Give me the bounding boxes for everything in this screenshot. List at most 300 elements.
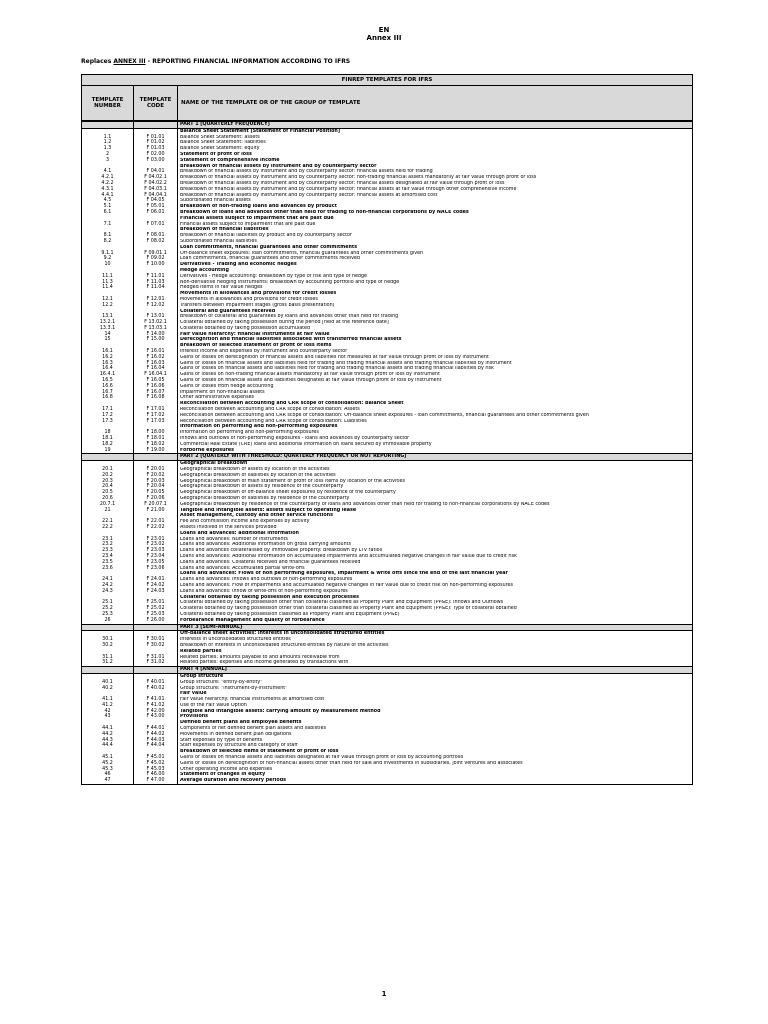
- group-row: [82, 448, 692, 454]
- template-code-cell: [134, 454, 178, 460]
- template-code-cell: [134, 122, 178, 128]
- template-number-cell: 9.1.1: [82, 251, 134, 257]
- table-body: [82, 121, 692, 784]
- template-number-cell: 11.1: [82, 274, 134, 280]
- template-name-cell: Group structure: "entity-by-entity": [180, 679, 263, 685]
- template-code-cell: F 20.04: [134, 484, 178, 490]
- template-code-cell: F 22.01: [134, 519, 178, 525]
- template-number-cell: 47: [82, 778, 134, 784]
- template-name-cell: Assets involved in the services provided: [180, 524, 277, 530]
- template-name-cell: Commercial Real Estate (CRE) loans and additional information on loans secured by immovable property: [180, 441, 432, 447]
- template-code-cell: F 03.00: [134, 158, 178, 164]
- template-name-cell: Loans and advances: Inflow of write-offs of non-performing exposures: [180, 588, 348, 594]
- template-code-cell: F 23.04: [134, 554, 178, 560]
- template-code-cell: F 26.00: [134, 618, 178, 624]
- template-name-cell: PART 1 [QUARTERLY FREQUENCY]: [180, 122, 270, 127]
- template-number-cell: 45.2: [82, 761, 134, 767]
- template-name-cell: Geographical breakdown of assets by residence of the counterparty: [180, 484, 344, 490]
- template-code-cell: F 45.03: [134, 767, 178, 773]
- template-name-cell: Derivatives - Hedge accounting: Breakdown by type of risk and type of hedge: [180, 273, 367, 279]
- template-code-cell: F 17.02: [134, 413, 178, 419]
- template-number-cell: 16.1: [82, 349, 134, 355]
- template-name-cell: Gains or losses on derecognition of non-financial assets other than held for sale and investments in subsidiaries, joint ventures and associates: [180, 760, 523, 766]
- template-number-cell: 2: [82, 152, 134, 158]
- template-number-cell: 16.8: [82, 395, 134, 401]
- template-name-cell: Transfers between impairment stages (gross basis presentation): [180, 302, 335, 308]
- template-code-cell: F 18.01: [134, 436, 178, 442]
- template-code-cell: F 45.02: [134, 761, 178, 767]
- template-name-cell: Breakdown of selected statement of profit or loss items: [180, 343, 332, 349]
- template-number-cell: 44.3: [82, 738, 134, 744]
- template-name-cell: Loans and advances: Number of instruments: [180, 536, 288, 542]
- template-number-cell: 12.2: [82, 303, 134, 309]
- template-name-cell: Non-derivative hedging instruments: Breakdown by accounting portfolio and type of hedge: [180, 279, 400, 285]
- template-number-cell: 44.2: [82, 732, 134, 738]
- template-number-cell: [82, 122, 134, 128]
- template-name-cell: Hedged items in fair value hedges: [180, 285, 263, 291]
- template-name-cell: Off-balance sheet activities: interests in unconsolidated structured entities: [180, 631, 385, 637]
- template-number-cell: 42: [82, 709, 134, 715]
- template-name-cell: Breakdown of financial assets by instrument and by counterparty sector: financial assets designated at fair value through profit or loss: [180, 180, 505, 186]
- template-name-cell: Loans and advances: Collateral received and financial guarantees received: [180, 559, 361, 565]
- template-code-cell: F 16.04.1: [134, 372, 178, 378]
- template-number-cell: 16.3: [82, 361, 134, 367]
- template-number-cell: 17.2: [82, 413, 134, 419]
- template-number-cell: 16.4.1: [82, 372, 134, 378]
- template-name-cell: Loans and advances: Flows of non performing exposures, impairment & write offs since the end of the last financial year: [180, 571, 508, 577]
- template-number-cell: 23.3: [82, 548, 134, 554]
- part-header-row: [82, 121, 692, 129]
- template-name-cell: Breakdown of financial assets by instrument and by counterparty sector: [180, 163, 377, 169]
- template-name-cell: Loans and advances: additional information: [180, 530, 299, 536]
- template-number-cell: 16.4: [82, 366, 134, 372]
- template-number-cell: 4.3.1: [82, 187, 134, 193]
- template-name-cell: Gains or losses from hedge accounting: [180, 383, 274, 389]
- template-name-cell: Staff expenses by structure and category of staff: [180, 743, 298, 749]
- template-number-cell: 12.1: [82, 297, 134, 303]
- template-number-cell: 24.3: [82, 589, 134, 595]
- template-number-cell: 24.2: [82, 583, 134, 589]
- template-name-cell: Reconciliation between accounting and CRR scope of consolidation: Assets: [180, 407, 360, 413]
- template-number-cell: 19: [82, 448, 134, 454]
- template-number-cell: 6.1: [82, 210, 134, 216]
- template-name-cell: Statement of changes in equity: [180, 772, 266, 778]
- template-number-cell: 13.3.1: [82, 326, 134, 332]
- replaces-prefix: Replaces: [81, 58, 112, 65]
- template-number-cell: 31.1: [82, 655, 134, 661]
- template-number-cell: 22.1: [82, 519, 134, 525]
- template-name-cell: Reconciliation between accounting and CRR scope of consolidation: Liabilities: [180, 418, 367, 424]
- template-number-cell: 30.2: [82, 643, 134, 649]
- template-code-cell: F 40.02: [134, 686, 178, 692]
- template-name-cell: Staff expenses by type of benefits: [180, 737, 263, 743]
- template-name-cell: Use of the Fair Value Option: [180, 702, 247, 708]
- template-name-cell: PART 3 [SEMI-ANNUAL]: [180, 624, 243, 630]
- template-code-cell: F 31.01: [134, 655, 178, 661]
- template-number-cell: 20.7.1: [82, 502, 134, 508]
- template-name-cell: Loans and advances: Inflows and outflows of non-performing exposures: [180, 577, 353, 583]
- template-name-cell: Loan commitments, financial guarantees and other commitments: [180, 244, 358, 250]
- template-number-cell: 10: [82, 262, 134, 268]
- template-number-cell: 14: [82, 332, 134, 338]
- template-name-cell: Related parties: amounts payable to and amounts receivable from: [180, 654, 340, 660]
- template-number-cell: 16.7: [82, 390, 134, 396]
- template-number-cell: 9.2: [82, 256, 134, 262]
- template-name-cell: Related parties: [180, 648, 222, 654]
- template-name-cell: Subordinated financial assets: [180, 198, 251, 204]
- template-code-cell: F 04.01: [134, 169, 178, 175]
- template-code-cell: F 44.01: [134, 726, 178, 732]
- template-code-cell: F 45.01: [134, 755, 178, 761]
- template-code-cell: F 04.05: [134, 198, 178, 204]
- template-number-cell: 8.1: [82, 233, 134, 239]
- template-number-cell: 5.1: [82, 204, 134, 210]
- template-name-cell: Movements in defined benefit plan obligations: [180, 731, 292, 737]
- template-name-cell: Geographical breakdown: [180, 461, 248, 467]
- template-name-cell: Fair value: [180, 691, 207, 697]
- language-code: EN: [378, 26, 390, 34]
- template-name-cell: Group structure: [180, 673, 224, 679]
- template-number-cell: 45.3: [82, 767, 134, 773]
- template-code-cell: F 06.01: [134, 210, 178, 216]
- template-name-cell: Asset management, custody and other service functions: [180, 513, 333, 519]
- template-name-cell: Geographical breakdown of liabilities by residence of the counterparty: [180, 496, 350, 501]
- template-code-cell: F 11.01: [134, 274, 178, 280]
- template-code-cell: F 12.02: [134, 303, 178, 309]
- template-number-cell: 17.1: [82, 407, 134, 413]
- template-code-cell: F 16.06: [134, 384, 178, 390]
- template-number-cell: 4.2.2: [82, 181, 134, 187]
- template-name-cell: Breakdown of interests in unconsolidated structured entities by nature of the activities: [180, 642, 389, 648]
- template-name-cell: Balance Sheet Statement: assets: [180, 134, 260, 140]
- part-header-row: [82, 624, 692, 632]
- template-code-cell: F 23.03: [134, 548, 178, 554]
- template-code-cell: F 23.02: [134, 542, 178, 548]
- template-name-cell: PART 4 [ANNUAL]: [180, 667, 227, 673]
- template-code-cell: F 13.01: [134, 314, 178, 320]
- template-code-cell: F 04.03.1: [134, 187, 178, 193]
- template-name-cell: Statement of profit or loss: [180, 151, 252, 157]
- template-code-cell: F 15.00: [134, 337, 178, 343]
- replaces-title: - REPORTING FINANCIAL INFORMATION ACCORDING TO IFRS: [145, 58, 351, 65]
- template-code-cell: F 31.02: [134, 660, 178, 666]
- template-name-cell: Collateral obtained by taking possession classified as Property Plant and Equipment (PP&E): [180, 611, 400, 617]
- template-code-cell: F 44.02: [134, 732, 178, 738]
- template-code-cell: F 42.00: [134, 709, 178, 715]
- template-code-cell: F 24.03: [134, 589, 178, 595]
- template-name-cell: Off-balance sheet exposures: loan commitments, financial guarantees and other commitments given: [180, 250, 424, 256]
- template-number-cell: 25.3: [82, 612, 134, 618]
- template-code-cell: F 16.01: [134, 349, 178, 355]
- template-name-cell: Loans and advances: Accumulated partial write-offs: [180, 565, 305, 571]
- template-name-cell: Gains or losses on financial assets and liabilities designated at fair value through profit or loss by instrument: [180, 378, 442, 384]
- template-number-cell: 40.2: [82, 686, 134, 692]
- template-number-cell: 23.6: [82, 566, 134, 572]
- template-number-cell: 16.2: [82, 355, 134, 361]
- template-number-cell: 31.2: [82, 660, 134, 666]
- template-number-cell: 25.2: [82, 606, 134, 612]
- template-code-cell: F 23.05: [134, 560, 178, 566]
- template-name-cell: Loans and advances: Additional information on accumulated impairments and accumulated negative changes in fair value due to credit risk: [180, 553, 517, 559]
- template-number-cell: 13.1: [82, 314, 134, 320]
- col-header-template-code: TEMPLATE CODE: [134, 86, 178, 120]
- template-code-cell: F 09.02: [134, 256, 178, 262]
- annex-label: Annex III: [366, 34, 402, 42]
- template-name-cell: Gains or losses on financial assets and liabilities designated at fair value through profit or loss by accounting portfolio: [180, 755, 464, 761]
- template-name-cell: Components of net defined benefit plan assets and liabilities: [180, 726, 326, 732]
- template-code-cell: F 16.07: [134, 390, 178, 396]
- table-caption: FINREP TEMPLATES FOR IFRS: [82, 75, 692, 86]
- template-number-cell: 26: [82, 618, 134, 624]
- template-name-cell: Financial assets subject to impairment that are past due: [180, 221, 316, 227]
- template-number-cell: 1.2: [82, 140, 134, 146]
- template-name-cell: Financial assets subject to impairment that are past due: [180, 215, 334, 221]
- template-number-cell: 23.1: [82, 537, 134, 543]
- template-code-cell: F 47.00: [134, 778, 178, 784]
- template-name-cell: Collateral obtained by taking possession and execution processes: [180, 594, 359, 600]
- table-row: [82, 660, 692, 666]
- template-name-cell: Geographical breakdown by residence of the counterparty of loans and advances other than held for trading to non-financial corporations by NACE codes: [180, 501, 550, 507]
- template-code-cell: [134, 625, 178, 631]
- template-name-cell: Breakdown of financial liabilities: [180, 227, 269, 233]
- template-code-cell: F 41.02: [134, 703, 178, 709]
- template-name-cell: Gains or losses on financial assets and liabilities held for trading and trading financial assets and trading financial liabilities by risk: [180, 366, 494, 372]
- template-name-cell: Fee and commission income and expenses by activity: [180, 519, 310, 525]
- template-name-cell: Collateral obtained by taking possession other than collateral classified as Property Plant and Equipment (PP&E): Inflows and Outflows: [180, 600, 504, 606]
- template-number-cell: 17.3: [82, 419, 134, 425]
- template-number-cell: 7.1: [82, 222, 134, 228]
- template-name-cell: Breakdown of loans and advances other than held for trading to non-financial corporations by NACE codes: [180, 209, 469, 215]
- template-name-cell: Subordinated financial liabilities: [180, 238, 257, 244]
- template-number-cell: 23.4: [82, 554, 134, 560]
- template-code-cell: F 11.03: [134, 280, 178, 286]
- template-code-cell: F 19.00: [134, 448, 178, 454]
- template-name-cell: Inflows and outflows of non-performing exposures - loans and advances by counterparty sector: [180, 436, 410, 442]
- template-number-cell: 30.1: [82, 637, 134, 643]
- template-number-cell: 3: [82, 158, 134, 164]
- page-number: 1: [381, 990, 387, 998]
- template-code-cell: F 46.00: [134, 772, 178, 778]
- template-number-cell: 40.1: [82, 680, 134, 686]
- template-name-cell: Breakdown of financial assets by instrument and by counterparty sector: non-trading financial assets mandatorily at fair value through profit or loss: [180, 175, 537, 181]
- template-number-cell: 41.1: [82, 697, 134, 703]
- template-name-cell: Geographical breakdown of liabilities by location of the activities: [180, 472, 336, 478]
- template-code-cell: F 10.00: [134, 262, 178, 268]
- table-header-row: [82, 86, 692, 121]
- template-code-cell: F 14.00: [134, 332, 178, 338]
- template-number-cell: 4.1: [82, 169, 134, 175]
- template-name-cell: Movements in allowances and provisions for credit losses: [180, 291, 337, 297]
- template-name-cell: Collateral and guarantees received: [180, 308, 276, 314]
- template-name-cell: Fair value hierarchy: financial instruments at amortised cost: [180, 697, 325, 703]
- template-number-cell: 20.3: [82, 479, 134, 485]
- template-name-cell: Information on performing and non-performing exposures: [180, 424, 338, 430]
- group-row: [82, 618, 692, 624]
- template-name-cell: Gains or losses on non-trading financial assets mandatorily at fair value through profit or loss by instrument: [180, 372, 440, 378]
- template-name-cell: Statement of comprehensive income: [180, 157, 280, 163]
- template-code-cell: F 25.03: [134, 612, 178, 618]
- template-name-cell: Loans and advances: Additional information on gross carrying amounts: [180, 542, 352, 548]
- replaces-annex-link[interactable]: ANNEX III: [113, 58, 146, 65]
- template-name-cell: Group structure: "instrument-by-instrument": [180, 685, 288, 691]
- template-code-cell: F 41.01: [134, 697, 178, 703]
- template-number-cell: 4.4.1: [82, 193, 134, 199]
- template-number-cell: 16.5: [82, 378, 134, 384]
- template-name-cell: Derecognition and financial liabilities associated with transferred financial assets: [180, 337, 402, 343]
- template-name-cell: Forborne exposures: [180, 447, 234, 453]
- template-code-cell: F 16.04: [134, 366, 178, 372]
- template-number-cell: 43: [82, 714, 134, 720]
- template-number-cell: 20.2: [82, 473, 134, 479]
- template-name-cell: Provisions: [180, 714, 209, 720]
- template-name-cell: Average duration and recovery periods: [180, 778, 286, 784]
- template-code-cell: F 20.03: [134, 479, 178, 485]
- template-code-cell: F 12.01: [134, 297, 178, 303]
- template-code-cell: F 01.02: [134, 140, 178, 146]
- template-code-cell: F 20.07.1: [134, 502, 178, 508]
- finrep-templates-table: [81, 74, 693, 785]
- template-code-cell: F 18.00: [134, 430, 178, 436]
- template-number-cell: 1.1: [82, 135, 134, 141]
- template-number-cell: [82, 625, 134, 631]
- template-number-cell: 18.1: [82, 436, 134, 442]
- template-name-cell: Gains or losses on derecognition of financial assets and liabilities not measured at fair value through profit or loss by instrument: [180, 354, 489, 360]
- template-code-cell: F 08.02: [134, 239, 178, 245]
- template-code-cell: F 25.02: [134, 606, 178, 612]
- template-number-cell: 46: [82, 772, 134, 778]
- template-number-cell: 24.1: [82, 577, 134, 583]
- template-code-cell: F 13.02.1: [134, 320, 178, 326]
- template-code-cell: F 16.05: [134, 378, 178, 384]
- template-code-cell: F 30.01: [134, 637, 178, 643]
- template-name-cell: Gains or losses on financial assets and liabilities held for trading and trading financial assets and trading financial liabilities by instrument: [180, 360, 512, 366]
- col-header-template-name: NAME OF THE TEMPLATE OR OF THE GROUP OF TEMPLATE: [181, 100, 361, 106]
- template-name-cell: Forbearance management and quality of forbearance: [180, 617, 325, 623]
- template-number-cell: 25.1: [82, 600, 134, 606]
- template-code-cell: F 23.06: [134, 566, 178, 572]
- template-code-cell: F 17.03: [134, 419, 178, 425]
- template-code-cell: F 11.04: [134, 285, 178, 291]
- template-number-cell: 20.6: [82, 496, 134, 502]
- replaces-line: [81, 58, 350, 65]
- template-number-cell: 11.3: [82, 280, 134, 286]
- template-code-cell: F 20.06: [134, 496, 178, 502]
- template-name-cell: Balance Sheet Statement [Statement of Financial Position]: [180, 128, 341, 134]
- template-code-cell: F 09.01.1: [134, 251, 178, 257]
- template-number-cell: 20.4: [82, 484, 134, 490]
- template-code-cell: F 08.01: [134, 233, 178, 239]
- template-number-cell: 1.3: [82, 146, 134, 152]
- template-code-cell: F 04.02.2: [134, 181, 178, 187]
- template-number-cell: 21: [82, 508, 134, 514]
- template-number-cell: [82, 667, 134, 673]
- template-number-cell: 44.1: [82, 726, 134, 732]
- template-name-cell: PART 2 [QUATERLY WITH THRESHOLD: QUARTERLY FREQUENCY OR NOT REPORTING]: [180, 454, 407, 460]
- template-name-cell: Fair value hierarchy: financial instruments at fair value: [180, 331, 330, 337]
- template-number-cell: 4.5: [82, 198, 134, 204]
- template-code-cell: F 07.01: [134, 222, 178, 228]
- template-code-cell: F 43.00: [134, 714, 178, 720]
- template-code-cell: F 20.01: [134, 467, 178, 473]
- template-name-cell: Balance Sheet Statement: liabilities: [180, 140, 266, 146]
- template-number-cell: 4.2.1: [82, 175, 134, 181]
- template-name-cell: Breakdown of financial assets by instrument and by counterparty sector: financial assets at amortised cost: [180, 192, 438, 198]
- template-name-cell: Other administrative expenses: [180, 395, 255, 401]
- template-name-cell: Interest income and expenses by instrument and counterparty sector: [180, 349, 348, 355]
- template-code-cell: F 44.04: [134, 743, 178, 749]
- template-name-cell: Loans and advances: Flow of impairments and accumulated negative changes in fair value due to credit risk on non-performing exposures: [180, 582, 513, 588]
- template-number-cell: 20.1: [82, 467, 134, 473]
- template-code-cell: F 22.02: [134, 525, 178, 531]
- template-number-cell: 16.6: [82, 384, 134, 390]
- template-code-cell: F 30.02: [134, 643, 178, 649]
- template-name-cell: Breakdown of selected items of statement of profit or loss: [180, 749, 339, 755]
- template-number-cell: 22.2: [82, 525, 134, 531]
- template-name-cell: Impairment on non-financial assets: [180, 389, 265, 395]
- template-code-cell: F 40.01: [134, 680, 178, 686]
- template-name-cell: Derivatives - Trading and economic hedges: [180, 262, 297, 268]
- template-name-cell: Breakdown of financial liabilities by product and by counterparty sector: [180, 233, 352, 239]
- template-number-cell: 11.4: [82, 285, 134, 291]
- template-number-cell: 15: [82, 337, 134, 343]
- template-code-cell: F 23.01: [134, 537, 178, 543]
- template-code-cell: F 20.05: [134, 490, 178, 496]
- template-number-cell: [82, 454, 134, 460]
- template-name-cell: Collateral obtained by taking possession during the period [held at the reference date]: [180, 320, 389, 326]
- template-name-cell: Breakdown of financial assets by instrument and by counterparty sector: financial assets at fair value through other comprehensive income: [180, 186, 517, 192]
- template-code-cell: F 01.03: [134, 146, 178, 152]
- template-name-cell: Loan commitments, financial guarantees and other commitments received: [180, 256, 360, 262]
- template-code-cell: F 02.00: [134, 152, 178, 158]
- part-header-row: [82, 453, 692, 461]
- template-number-cell: 13.2.1: [82, 320, 134, 326]
- template-code-cell: [134, 667, 178, 673]
- template-code-cell: F 16.08: [134, 395, 178, 401]
- template-code-cell: F 04.04.1: [134, 193, 178, 199]
- template-name-cell: Tangible and intangible assets: assets subject to operating lease: [180, 507, 357, 513]
- template-name-cell: Reconciliation between accounting and CRR scope of consolidation: Off-balance sheet exposures - loan commitments, financial guarantees and other commitments given: [180, 412, 589, 418]
- template-name-cell: Collateral obtained by taking possession other than collateral classified as Property Plant and Equipment (PP&E): Type of collateral obtained: [180, 606, 517, 612]
- template-code-cell: F 21.00: [134, 508, 178, 514]
- template-code-cell: F 24.02: [134, 583, 178, 589]
- template-code-cell: F 18.02: [134, 442, 178, 448]
- template-name-cell: Other operating income and expenses: [180, 766, 273, 772]
- template-code-cell: F 01.01: [134, 135, 178, 141]
- template-name-cell: Defined benefit plans and employee benefits: [180, 720, 302, 726]
- template-number-cell: 18: [82, 430, 134, 436]
- template-name-cell: Hedge accounting: [180, 267, 229, 273]
- template-name-cell: Tangible and intangible assets: carrying amount by measurement method: [180, 708, 381, 714]
- template-name-cell: Breakdown of collateral and guarantees by loans and advances other than held for trading: [180, 314, 399, 320]
- part-header-row: [82, 666, 692, 674]
- template-name-cell: Geographical breakdown of assets by location of the activities: [180, 467, 330, 473]
- template-name-cell: Geographical breakdown of off-balance sheet exposures by residence of the counterparty: [180, 490, 396, 496]
- template-name-cell: Breakdown of financial assets by instrument and by counterparty sector: financial assets held for trading: [180, 169, 433, 175]
- col-header-template-number: TEMPLATE NUMBER: [82, 86, 134, 120]
- template-number-cell: 44.4: [82, 743, 134, 749]
- template-name-cell: Reconciliation between accounting and CRR scope of consolidation: Balance Sheet: [180, 401, 404, 407]
- template-name-cell: Information on performing and non-performing exposures: [180, 430, 319, 436]
- template-code-cell: F 13.03.1: [134, 326, 178, 332]
- template-code-cell: F 17.01: [134, 407, 178, 413]
- template-name-cell: Collateral obtained by taking possession accumulated: [180, 325, 311, 331]
- template-name-cell: Movements in allowances and provisions for credit losses: [180, 296, 318, 302]
- template-name-cell: Interests in unconsolidated structured entities: [180, 637, 291, 643]
- template-code-cell: F 04.02.1: [134, 175, 178, 181]
- template-code-cell: F 16.02: [134, 355, 178, 361]
- template-code-cell: F 16.03: [134, 361, 178, 367]
- template-name-cell: Balance Sheet Statement: equity: [180, 146, 260, 152]
